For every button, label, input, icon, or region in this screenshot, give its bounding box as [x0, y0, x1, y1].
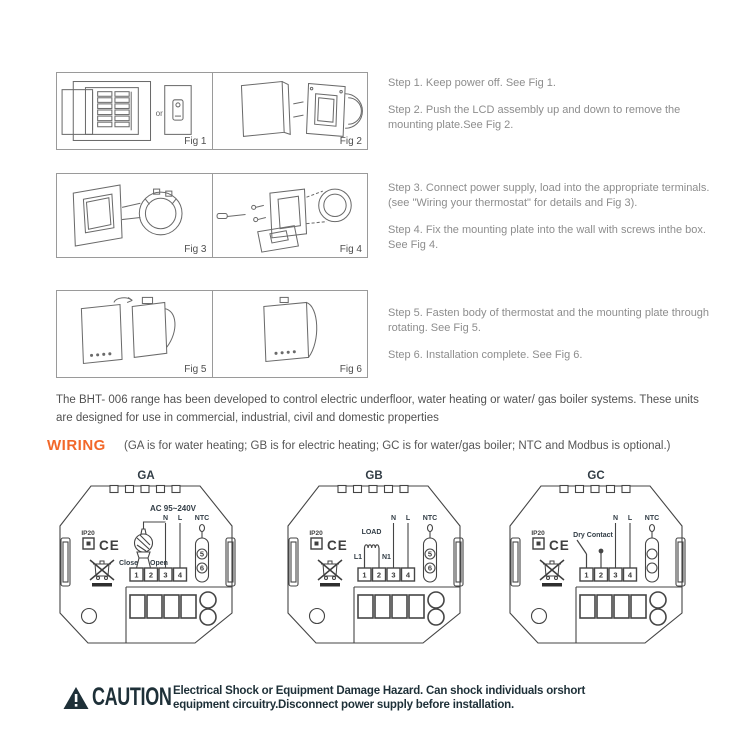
wiring-diagram-gc: [498, 468, 698, 658]
step-6-text: Step 6. Installation complete. See Fig 6.: [388, 348, 583, 361]
steps-row2: [388, 181, 728, 264]
diagram-ga-title: GA: [137, 470, 155, 482]
gb-load-symbol: [365, 545, 380, 568]
gb-terminal-6: 6: [427, 563, 433, 573]
fig1-lines: [62, 82, 191, 141]
fig3-cell: [57, 174, 213, 257]
gb-supply-wires: [394, 523, 409, 568]
step-5-text: Step 5. Fasten body of thermostat and the mounting plate through rotating. See Fig 5.: [388, 307, 710, 334]
ga-n-label: N: [162, 515, 169, 522]
diagram-gc-title: GC: [587, 470, 605, 482]
figure-box-row3: [56, 290, 368, 378]
ga-open-label: Open: [150, 560, 168, 567]
ga-l-label: L: [177, 515, 183, 522]
fig6-lines: [263, 297, 316, 361]
gc-n-label: N: [612, 515, 619, 522]
gc-supply-wires: [616, 523, 631, 568]
fig4-cell: [213, 174, 368, 257]
gb-load-label: LOAD: [361, 529, 382, 536]
caution-text: Electrical Shock or Equipment Damage Hazard. Can shock individuals orshort equipment circuitry.Disconnect power supply before installation.: [173, 685, 586, 711]
caution-heading: CAUTION: [92, 683, 172, 711]
fig6-label: Fig 6: [339, 364, 362, 375]
ga-ntc-label: NTC: [194, 515, 210, 522]
ga-terminal-1: 1: [134, 570, 139, 580]
step-4-text: Step 4. Fix the mounting plate into the wall with screws inthe box. See Fig 4.: [388, 223, 706, 251]
gb-terminal-1: 1: [362, 570, 367, 580]
gb-terminal-3: 3: [391, 570, 396, 580]
fig2-label: Fig 2: [339, 136, 362, 147]
fig1-or-label: or: [155, 109, 163, 119]
gb-ntc-label: NTC: [422, 515, 438, 522]
weee-icon: [540, 560, 564, 587]
gb-terminal-2: 2: [376, 570, 382, 580]
wiring-section-title: WIRING: [47, 437, 106, 454]
gc-dry-contact-symbol: [577, 540, 603, 568]
ip20-icon: [533, 538, 544, 549]
gb-terminal-5: 5: [427, 549, 433, 559]
fig1-label: Fig 1: [184, 136, 207, 147]
ga-terminal-6: 6: [199, 563, 205, 573]
weee-icon: [90, 560, 114, 587]
wiring-section-note: (GA is for water heating; GB is for electric heating; GC is for water/gas boiler; NTC and Modbus is optional.): [124, 440, 671, 452]
fig2-cell: [213, 73, 368, 149]
fig5-cell: [57, 291, 213, 377]
gc-terminal-4: 4: [627, 570, 633, 580]
steps-row3: [388, 306, 728, 375]
ga-terminal-4: 4: [177, 570, 183, 580]
gb-l1-label: L1: [353, 554, 362, 561]
gc-terminal-1: 1: [584, 570, 589, 580]
gb-terminal-4: 4: [405, 570, 411, 580]
gc-dry-contact-label: Dry Contact: [573, 532, 613, 539]
ce-mark: CE: [327, 538, 348, 553]
ip20-icon: [311, 538, 322, 549]
diagram-gb-title: GB: [365, 470, 383, 482]
fig3-label: Fig 3: [184, 244, 207, 255]
step-3-text: Step 3. Connect power supply, load into the appropriate terminals. (see "Wiring your thermostat" for details and Fig 3).: [388, 182, 710, 209]
fig5-label: Fig 5: [184, 364, 207, 375]
fig1-cell: [57, 73, 213, 149]
ga-terminal-5: 5: [199, 549, 205, 559]
ip20-icon: [83, 538, 94, 549]
gb-l-label: L: [405, 515, 411, 522]
fig2-lines: [241, 82, 362, 137]
ga-terminal-3: 3: [163, 570, 168, 580]
ga-close-label: Close: [118, 560, 138, 567]
step-2-text: Step 2. Push the LCD assembly up and down to remove the mounting plate.See Fig 2.: [388, 103, 681, 131]
range-description: The BHT- 006 range has been developed to control electric underfloor, water heating or water/ gas boiler systems. These units are designed for use in commercial, industrial, civil and domestic properties: [56, 394, 699, 425]
figure-box-row1: [56, 72, 368, 150]
ga-power-label: AC 95~240V: [149, 504, 197, 513]
ce-mark: CE: [549, 538, 570, 553]
gc-terminal-3: 3: [613, 570, 618, 580]
ga-terminal-2: 2: [148, 570, 154, 580]
weee-icon: [318, 560, 342, 587]
steps-row1: [388, 76, 728, 145]
warning-triangle-icon: [63, 686, 89, 710]
ip20-label: IP20: [309, 530, 323, 537]
figure-box-row2: [56, 173, 368, 258]
wiring-diagram-ga: [48, 468, 248, 658]
fig3-lines: [73, 185, 182, 246]
gc-terminal-2: 2: [598, 570, 604, 580]
gb-n-label: N: [390, 515, 397, 522]
ip20-label: IP20: [81, 530, 95, 537]
fig4-label: Fig 4: [339, 244, 362, 255]
fig5-lines: [81, 297, 175, 363]
fig6-cell: [213, 291, 368, 377]
step-1-text: Step 1. Keep power off. See Fig 1.: [388, 77, 556, 89]
gb-n1-label: N1: [382, 554, 391, 561]
fig4-lines: [217, 189, 351, 252]
gc-l-label: L: [627, 515, 633, 522]
gc-ntc-sensor-icon: [646, 525, 659, 583]
ip20-label: IP20: [531, 530, 545, 537]
gc-ntc-label: NTC: [644, 515, 660, 522]
wiring-diagram-gb: [276, 468, 476, 658]
ce-mark: CE: [99, 538, 120, 553]
